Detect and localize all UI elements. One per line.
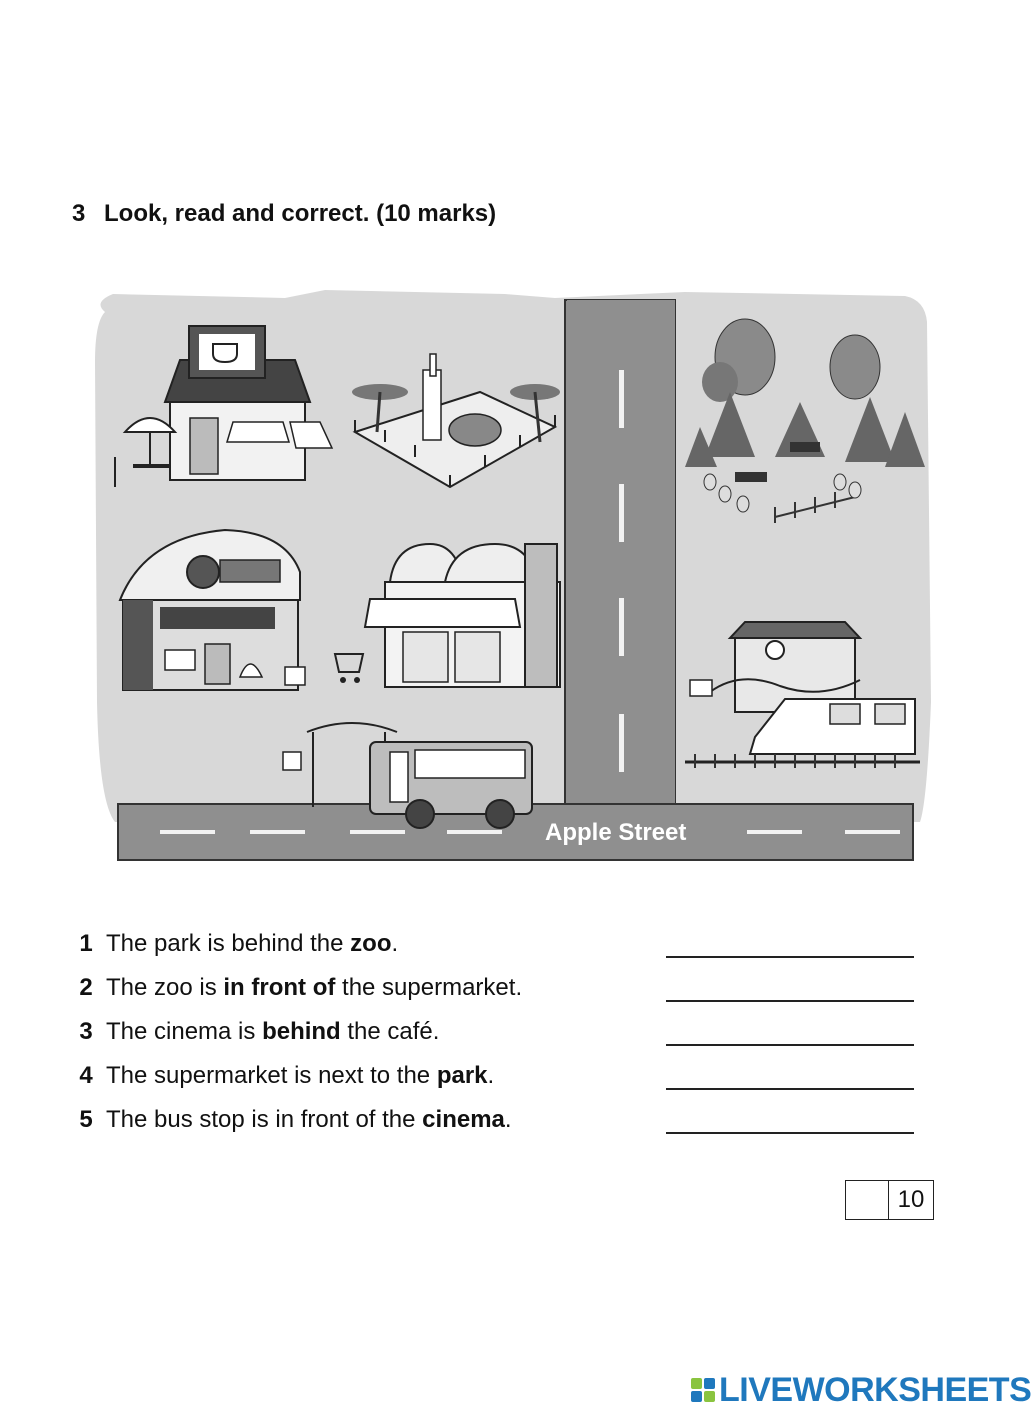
answer-input-3[interactable] [666,1018,914,1046]
sentence-text: The cinema is behind the café. [106,1018,440,1045]
street-name-label: Apple Street [545,819,687,846]
answer-input-4[interactable] [666,1062,914,1090]
sentence-list [74,926,934,1146]
exercise-number: 3 [72,200,86,227]
answer-input-5[interactable] [666,1106,914,1134]
sentence-number: 5 [79,1106,93,1133]
sentence-item [74,970,934,1014]
sentence-keyword: in front of [223,974,336,1001]
sentence-number: 4 [79,1062,93,1089]
sentence-keyword: behind [262,1018,341,1045]
sentence-keyword: cinema [422,1106,505,1133]
sentence-number: 1 [79,930,93,957]
answer-input-1[interactable] [666,930,914,958]
sentence-item [74,1102,934,1146]
liveworksheets-wordmark: LIVEWORKSHEETS [719,1370,1031,1409]
sentence-number: 3 [79,1018,93,1045]
sentence-keyword: zoo [350,930,392,957]
sentence-item [74,1058,934,1102]
score-total: 10 [897,1186,925,1213]
sentence-item [74,1014,934,1058]
liveworksheets-logo-icon [690,1377,716,1403]
sentence-text: The supermarket is next to the park. [106,1062,495,1089]
exercise-instruction: Look, read and correct. (10 marks) [104,200,497,227]
answer-input-2[interactable] [666,974,914,1002]
score-obtained [846,1181,889,1219]
exercise-header [72,200,496,228]
town-map-illustration [85,282,935,872]
sentence-item [74,926,934,970]
sentence-number: 2 [79,974,93,1001]
liveworksheets-brand [690,1370,1031,1410]
sentence-text: The park is behind the zoo. [106,930,399,957]
sentence-text: The zoo is in front of the supermarket. [106,974,523,1001]
score-box [845,1180,934,1220]
sentence-text: The bus stop is in front of the cinema. [106,1106,512,1133]
sentence-keyword: park [436,1062,488,1089]
